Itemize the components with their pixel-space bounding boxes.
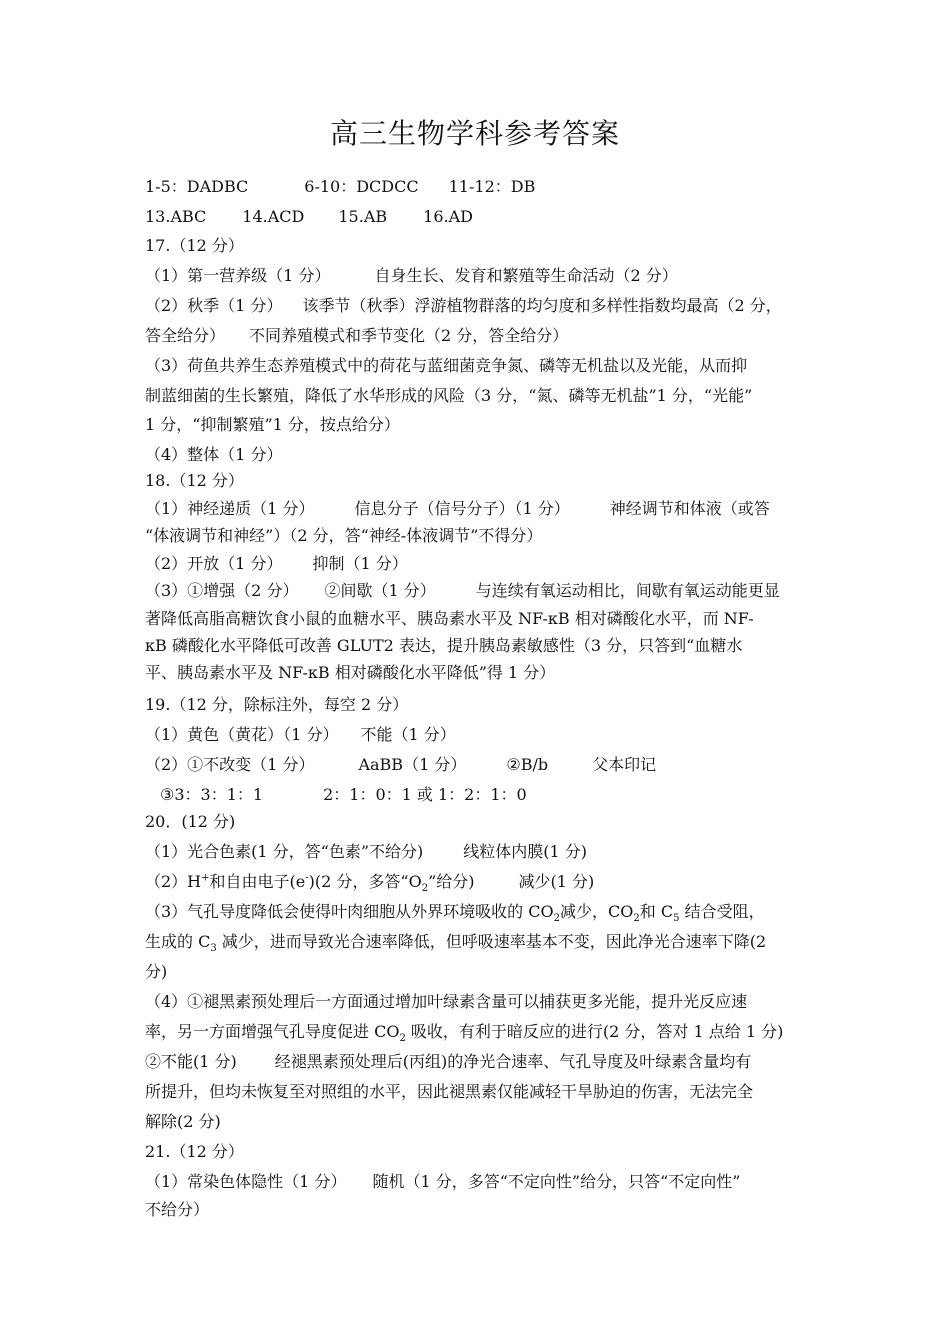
q20-line-8 [145, 1052, 815, 1072]
q19-2-answer-c: ②B/b [506, 755, 549, 774]
mc-15: 15.AB [338, 207, 388, 226]
q18-heading: 18.（12 分） [145, 471, 244, 490]
mc-11-12: 11-12：DB [448, 177, 536, 196]
q18-3-answer-c: 与连续有氧运动相比，间歇有氧运动能更显 [475, 581, 780, 600]
mc-14: 14.ACD [242, 207, 305, 226]
q19-3-answer-b: 2：1：0：1 或 1：2：1：0 [323, 785, 527, 804]
q17-2-answer-c: 不同养殖模式和季节变化（2 分，答全给分） [249, 326, 569, 345]
q17-line-6: 1 分，“抑制繁殖”1 分，按点给分） [145, 415, 400, 434]
q18-line-3 [145, 554, 815, 574]
q20-4-answer-b: ②不能(1 分) [145, 1052, 237, 1071]
q21-heading: 21.（12 分） [145, 1142, 244, 1161]
q20-line-5: 分) [145, 962, 168, 981]
q19-3-answer-a: ③3：3：1：1 [160, 785, 264, 804]
q17-line-2 [145, 296, 815, 316]
q21-1-answer-b: 随机（1 分，多答“不定向性”给分，只答“不定向性” [372, 1172, 741, 1191]
q17-line-5: 制蓝细菌的生长繁殖，降低了水华形成的风险（3 分，“氮、磷等无机盐”1 分，“光能” [145, 386, 753, 405]
q17-1-answer: （1）第一营养级（1 分） [145, 266, 331, 285]
q20-heading: 20．(12 分) [145, 812, 236, 831]
mc-16: 16.AD [423, 207, 473, 226]
q20-line-7: 率，另一方面增强气孔导度促进 $CO_2$ 吸收，有利于暗反应的进行(2 分，答对 1 点给 1 分) [145, 1022, 784, 1045]
q17-heading: 17.（12 分） [145, 236, 244, 255]
q18-2-answer-b: 抑制（1 分） [312, 554, 408, 573]
mc-row-2 [145, 207, 815, 227]
q18-1-answer-a: （1）神经递质（1 分） [145, 499, 315, 518]
mc-row-1 [145, 177, 815, 197]
q18-3-answer-a: （3）①增强（2 分） [145, 581, 299, 600]
q20-line-9: 所提升，但均未恢复至对照组的水平，因此褪黑素仅能减轻干旱胁迫的伤害，无法完全 [145, 1082, 754, 1101]
q19-2-answer-d: 父本印记 [592, 755, 657, 774]
page-title: 高三生物学科参考答案 [329, 117, 620, 150]
q20-line-3: （3）气孔导度降低会使得叶肉细胞从外界环境吸收的 $CO_2$减少，$CO_2$和 $C_5$ 结合受阻， [145, 902, 765, 925]
mc-1-5: 1-5：DADBC [145, 177, 249, 196]
mc-13: 13.ABC [145, 207, 207, 226]
q19-2-answer-a: （2）①不改变（1 分） [145, 755, 315, 774]
q20-2-answer-b: 减少(1 分) [518, 872, 595, 891]
q18-line-7: 平、胰岛素水平及 NF-κB 相对磷酸化水平降低”得 1 分） [145, 663, 556, 682]
q17-1-answer-b: 自身生长、发育和繁殖等生命活动（2 分） [374, 266, 678, 285]
q19-line-3 [160, 785, 830, 805]
mc-6-10: 6-10：DCDCC [304, 177, 419, 196]
q19-2-answer-b: AaBB（1 分） [358, 755, 467, 774]
q20-line-4: 生成的 $C_3$ 减少，进而导致光合速率降低，但呼吸速率基本不变，因此净光合速率下降(2 [145, 932, 767, 955]
q17-2-answer: （2）秋季（1 分） [145, 296, 283, 315]
q17-2-reason: 该季节（秋季）浮游植物群落的均匀度和多样性指数均最高（2 分， [302, 296, 782, 315]
q20-2-answer-a: （2）H+和自由电子(e-)(2 分，多答“$O_2$”给分) [145, 872, 475, 895]
q18-line-5: 著降低高脂高糖饮食小鼠的血糖水平、胰岛素水平及 NF-κB 相对磷酸化水平，而 NF- [145, 609, 754, 628]
q17-line-7: （4）整体（1 分） [145, 445, 283, 464]
q18-line-4 [145, 581, 815, 601]
q19-line-2 [145, 755, 815, 775]
q18-2-answer-a: （2）开放（1 分） [145, 554, 283, 573]
q18-1-answer-b: 信息分子（信号分子）（1 分） [354, 499, 570, 518]
q21-1-answer-a: （1）常染色体隐性（1 分） [145, 1172, 347, 1191]
q20-1-answer-a: （1）光合色素(1 分，答“色素”不给分) [145, 842, 424, 861]
q17-line-4: （3）荷鱼共养生态养殖模式中的荷花与蓝细菌竞争氮、磷等无机盐以及光能，从而抑 [145, 356, 748, 375]
q20-line-10: 解除(2 分) [145, 1112, 221, 1131]
q19-heading: 19.（12 分，除标注外，每空 2 分） [145, 695, 409, 714]
q20-4-reason: 经褪黑素预处理后(丙组)的净光合速率、气孔导度及叶绿素含量均有 [274, 1052, 752, 1071]
q18-3-answer-b: ②间歇（1 分） [324, 581, 436, 600]
q17-line-3 [145, 326, 815, 346]
q20-line-6: （4）①褪黑素预处理后一方面通过增加叶绿素含量可以捕获更多光能，提升光反应速 [145, 992, 748, 1011]
q21-line-1 [145, 1172, 815, 1192]
q18-line-1 [145, 499, 815, 519]
q21-line-2: 不给分） [145, 1200, 210, 1219]
q20-line-1 [145, 842, 815, 862]
q20-line-2 [145, 872, 815, 895]
q18-1-answer-c: 神经调节和体液（或答 [609, 499, 770, 518]
q17-line-1 [145, 266, 815, 286]
q19-1-answer-b: 不能（1 分） [360, 725, 456, 744]
q20-1-answer-b: 线粒体内膜(1 分) [463, 842, 588, 861]
q17-2-note: 答全给分） [145, 326, 226, 345]
q18-line-2: “体液调节和神经”）（2 分，答“神经-体液调节”不得分） [145, 526, 543, 545]
q19-line-1 [145, 725, 815, 745]
q19-1-answer-a: （1）黄色（黄花）（1 分） [145, 725, 339, 744]
q18-line-6: κB 磷酸化水平降低可改善 GLUT2 表达，提升胰岛素敏感性（3 分，只答到“血糖水 [145, 636, 743, 655]
